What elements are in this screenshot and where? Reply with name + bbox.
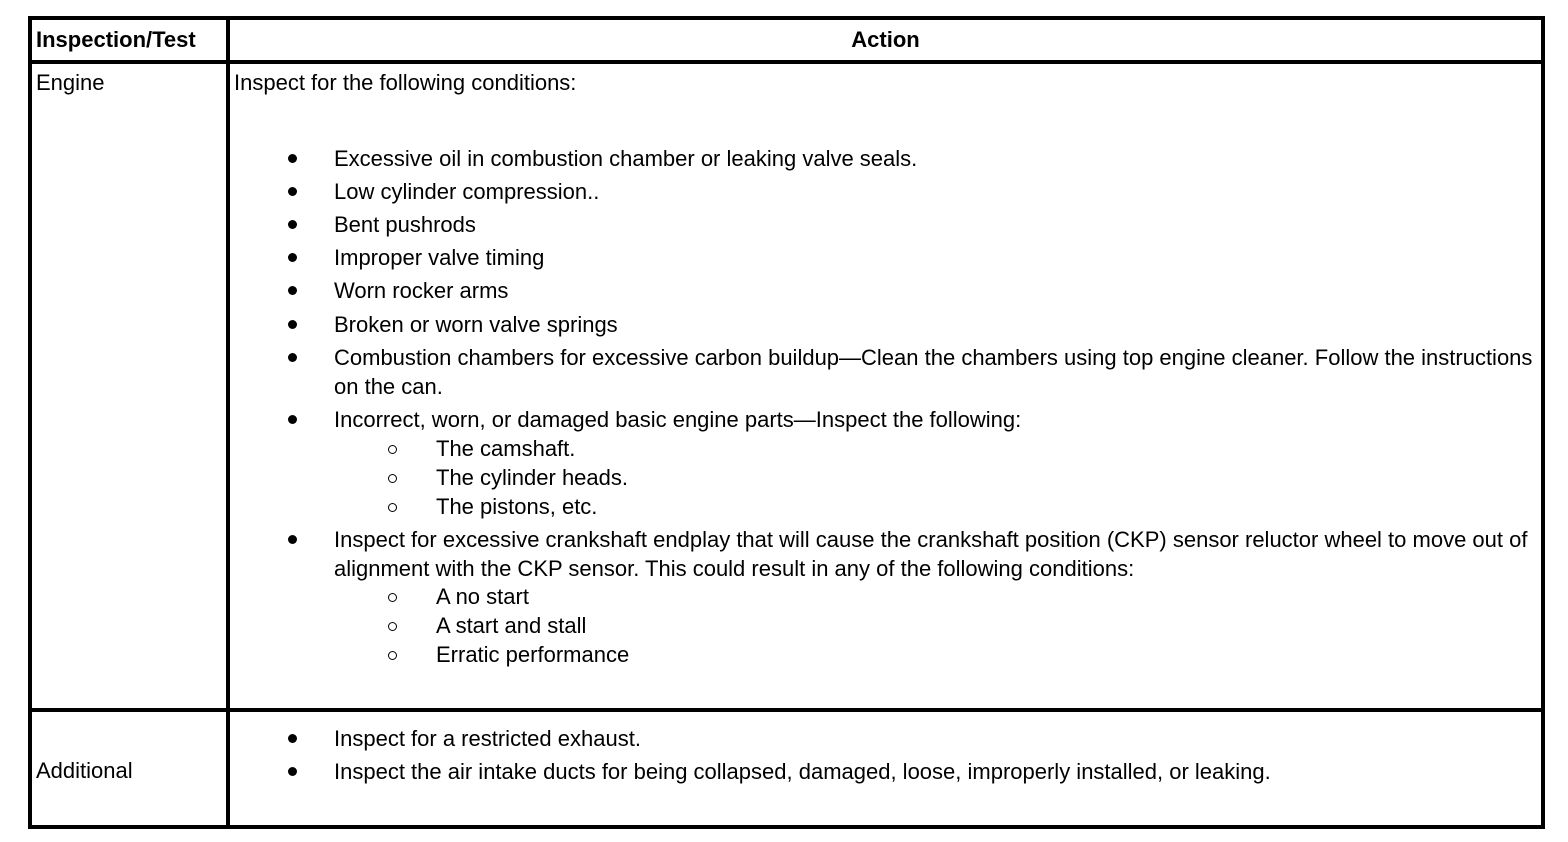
row-divider <box>32 708 1541 712</box>
row-label-additional: Additional <box>36 758 133 783</box>
list-item-text: Low cylinder compression.. <box>334 179 600 204</box>
inspection-table <box>28 16 1545 829</box>
list-item-text: Bent pushrods <box>334 212 476 237</box>
sub-list-item-text: Erratic performance <box>436 642 630 667</box>
header-action: Action <box>851 27 920 52</box>
header-divider <box>32 60 1541 64</box>
engine-intro-text: Inspect for the following conditions: <box>234 70 577 95</box>
sub-list-item-text: The pistons, etc. <box>436 494 598 519</box>
sub-list-item-text: A start and stall <box>436 613 587 638</box>
sub-list-item-text: A no start <box>436 584 529 609</box>
list-item-text: Combustion chambers for excessive carbon buildup—Clean the chambers using top engine cleaner. Follow the instructions on the can. <box>334 345 1533 399</box>
header-inspection-test: Inspection/Test <box>36 27 196 52</box>
row-label-engine: Engine <box>36 70 105 95</box>
column-divider <box>226 20 230 825</box>
sub-list-item-text: The cylinder heads. <box>436 465 628 490</box>
sub-list-item-text: The camshaft. <box>436 436 576 461</box>
list-item-text: Inspect the air intake ducts for being collapsed, damaged, loose, improperly installed, or leaking. <box>334 759 1271 784</box>
list-item-text: Worn rocker arms <box>334 278 509 303</box>
list-item-text: Incorrect, worn, or damaged basic engine parts—Inspect the following: <box>334 407 1022 432</box>
list-item-text: Broken or worn valve springs <box>334 312 618 337</box>
list-item-text: Inspect for a restricted exhaust. <box>334 726 641 751</box>
list-item-text: Inspect for excessive crankshaft endplay that will cause the crankshaft position (CKP) sensor reluctor wheel to move out of alignment with the CKP sensor. This could result in any of the following conditions: <box>334 527 1528 581</box>
list-item-text: Improper valve timing <box>334 245 545 270</box>
list-item-text: Excessive oil in combustion chamber or leaking valve seals. <box>334 146 918 171</box>
